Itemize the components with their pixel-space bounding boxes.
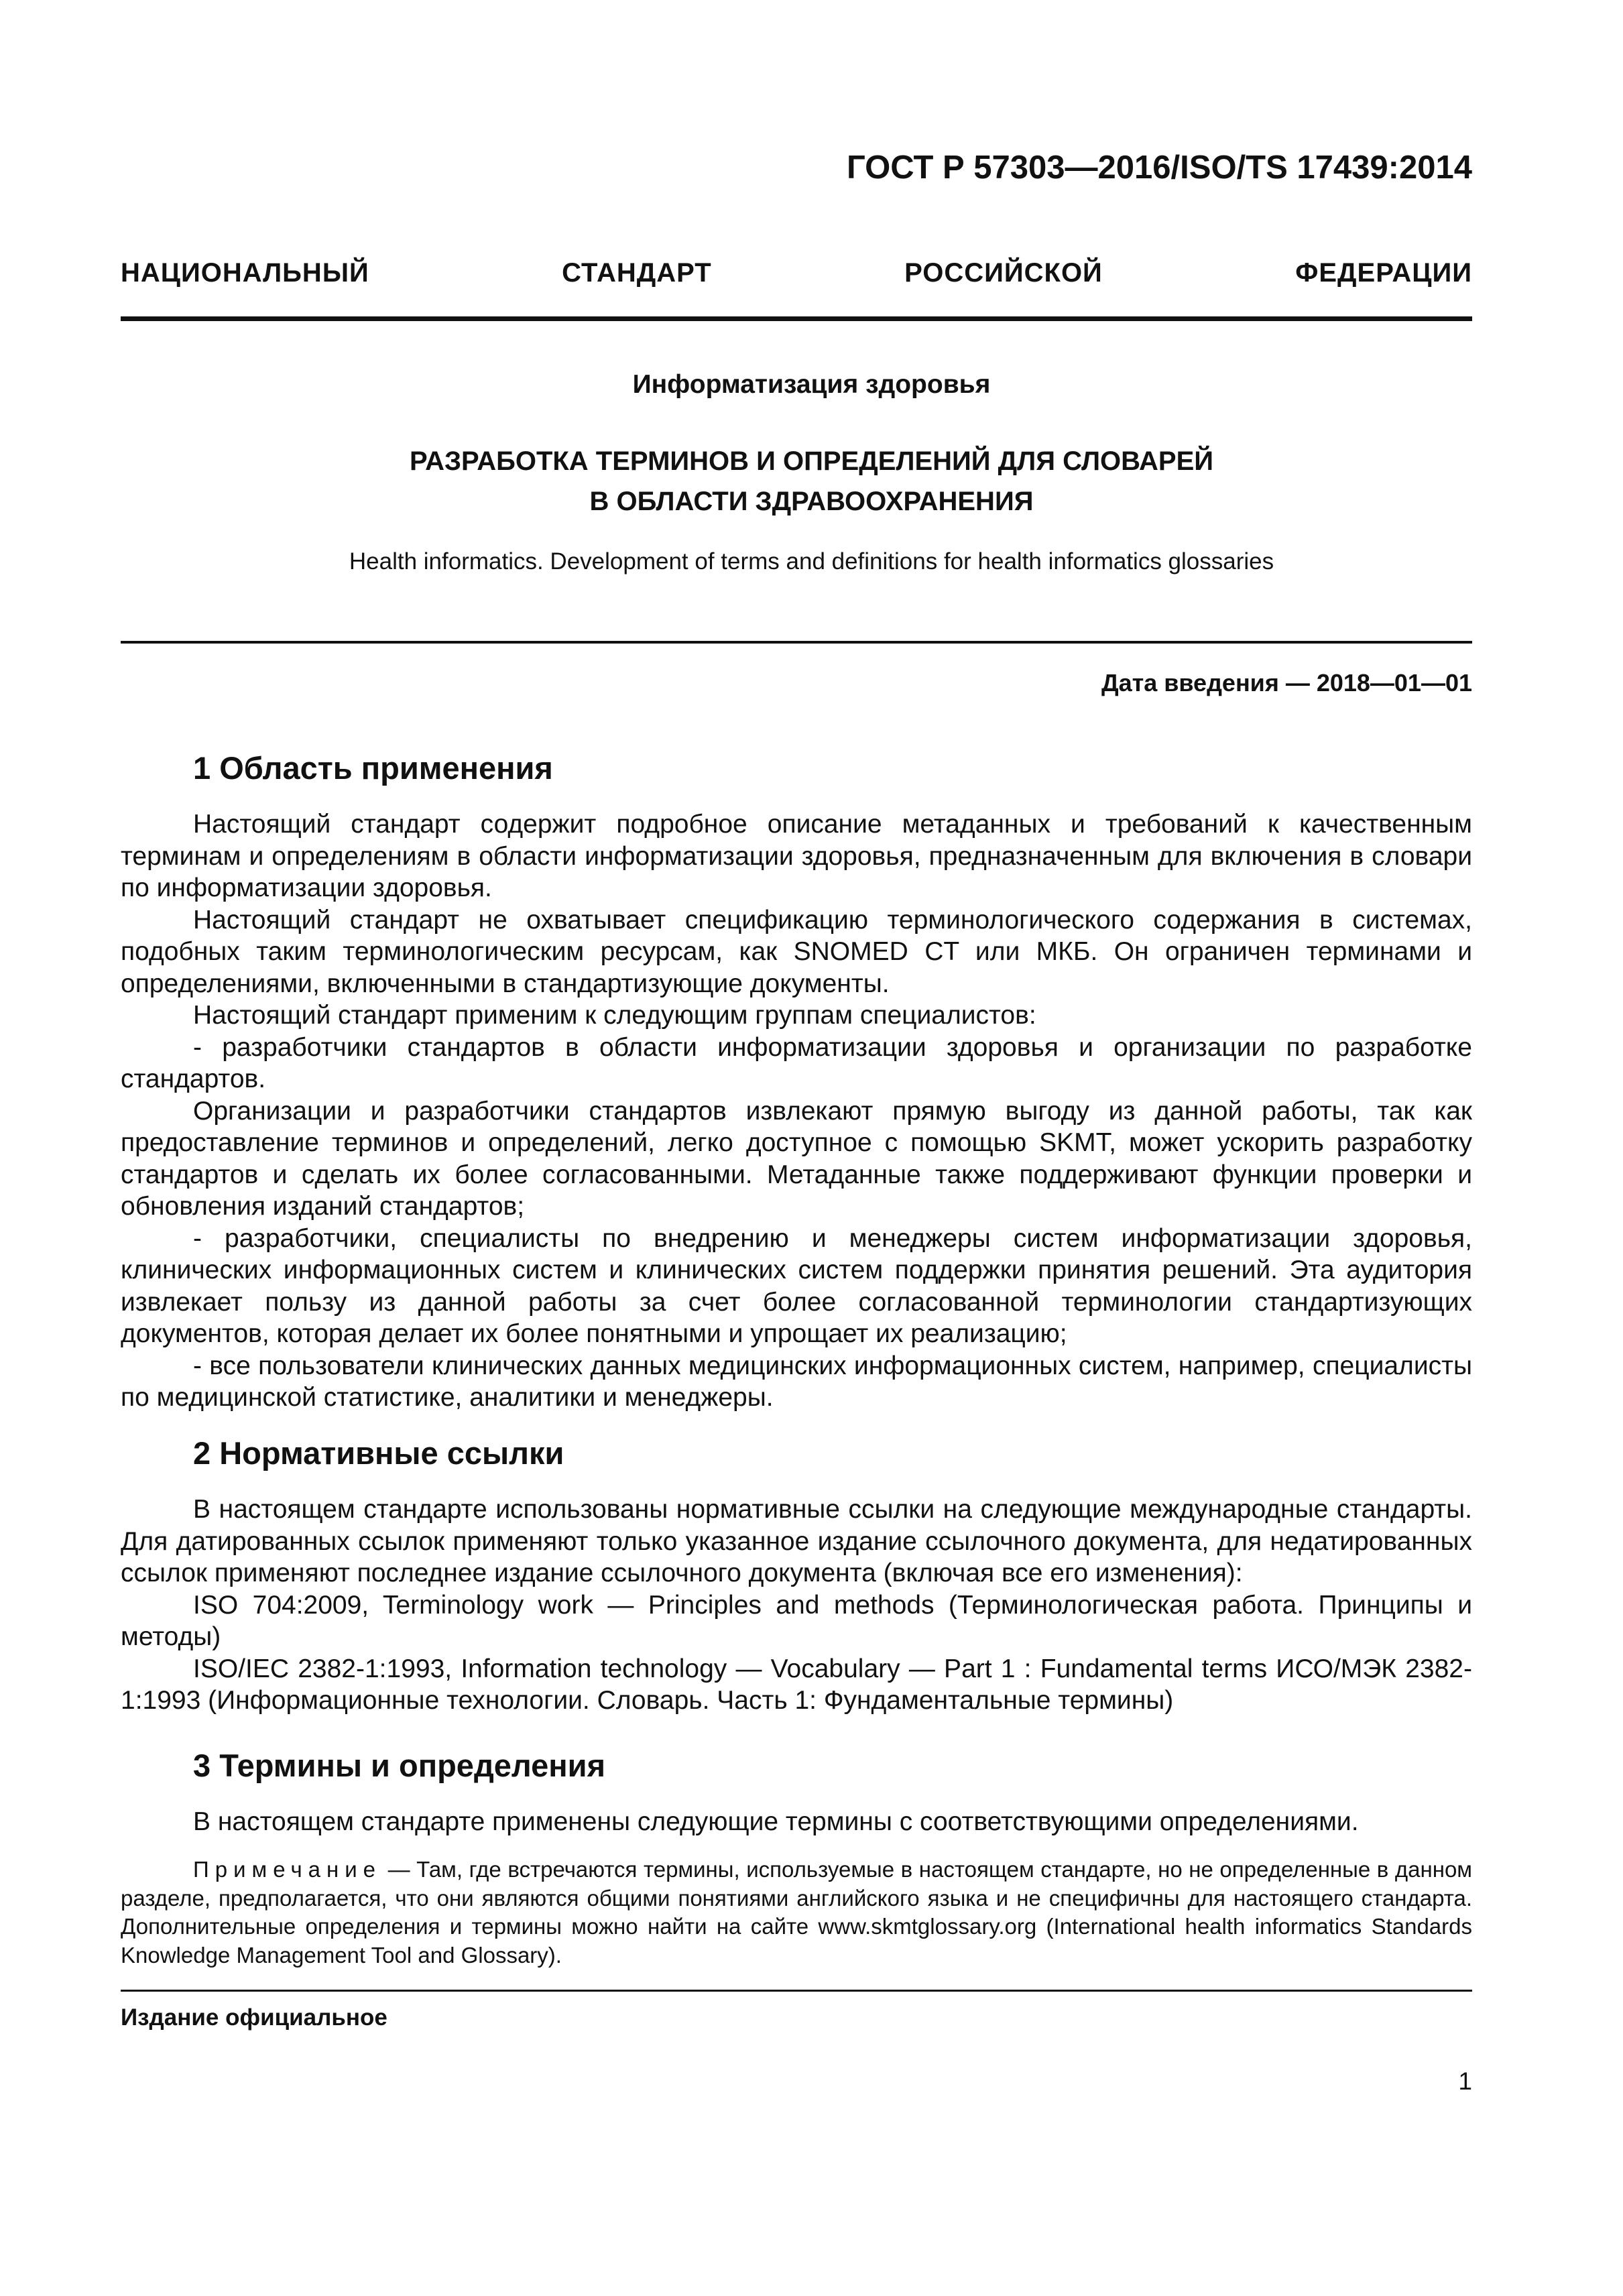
national-standard-banner: НАЦИОНАЛЬНЫЙ СТАНДАРТ РОССИЙСКОЙ ФЕДЕРАЦИИ	[121, 258, 1472, 288]
reference-item: ISO 704:2009, Terminology work — Principles and methods (Терминологическая работа. Принципы и методы)	[121, 1590, 1472, 1651]
title-rule	[121, 641, 1472, 644]
reference-item: ISO/IEC 2382-1:1993, Information technology — Vocabulary — Part 1 : Fundamental terms ИСО/МЭК 2382-1:1993 (Информационные технологии. Словарь. Часть 1: Фундаментальные термины)	[121, 1654, 1472, 1715]
section-3-heading: 3 Термины и определения	[193, 1748, 605, 1783]
header-rule	[121, 316, 1472, 321]
page-number: 1	[1458, 2067, 1472, 2095]
document-title	[0, 441, 1623, 522]
paragraph: Настоящий стандарт применим к следующим группам специалистов:	[193, 1001, 1036, 1030]
section-2-body	[121, 1494, 1472, 1717]
title-line-2: В ОБЛАСТИ ЗДРАВООХРАНЕНИЯ	[589, 487, 1034, 516]
note-block	[121, 1856, 1472, 1970]
paragraph: В настоящем стандарте использованы нормативные ссылки на следующие международные стандарты. Для датированных ссылок применяют только указанное издание ссылочного документа, для недатированных ссылок применяют последнее издание ссылочного документа (включая все его изменения):	[121, 1495, 1472, 1587]
list-item: - разработчики стандартов в области информатизации здоровья и организации по разработке стандартов.	[121, 1032, 1472, 1093]
section-2-heading: 2 Нормативные ссылки	[193, 1435, 564, 1471]
list-item: - разработчики, специалисты по внедрению и менеджеры систем информатизации здоровья, клинических информационных систем и клинических систем поддержки принятия решений. Эта аудитория извлекает пользу из данной работы за счет более согласованной терминологии стандартизующих документов, которая делает их более понятными и упрощает их реализацию;	[121, 1223, 1472, 1348]
section-3-body	[121, 1806, 1472, 1838]
english-title: Health informatics. Development of terms and definitions for health informatics glossaries	[349, 548, 1274, 575]
title-line-1: РАЗРАБОТКА ТЕРМИНОВ И ОПРЕДЕЛЕНИЙ ДЛЯ СЛОВАРЕЙ	[409, 446, 1214, 476]
paragraph: В настоящем стандарте применены следующие термины с соответствующими определениями.	[193, 1807, 1359, 1836]
list-item: - все пользователи клинических данных медицинских информационных систем, например, специалисты по медицинской статистике, аналитики и менеджеры.	[121, 1351, 1472, 1412]
document-designation: ГОСТ Р 57303—2016/ISO/TS 17439:2014	[847, 149, 1472, 186]
title-prefix: Информатизация здоровья	[632, 370, 991, 399]
paragraph: Настоящий стандарт содержит подробное описание метаданных и требований к качественным терминам и определениям в области информатизации здоровья, предназначенным для включения в словари по информатизации здоровья.	[121, 810, 1472, 902]
section-1-body	[121, 808, 1472, 1414]
note-label: Примечание	[193, 1857, 382, 1882]
paragraph: Настоящий стандарт не охватывает спецификацию терминологического содержания в системах, подобных таким терминологическим ресурсам, как SNOMED CT или МКБ. Он ограничен терминами и определениями, включенными в стандартизующие документы.	[121, 905, 1472, 998]
paragraph: Организации и разработчики стандартов извлекают прямую выгоду из данной работы, так как предоставление терминов и определений, легко доступное с помощью SKMT, может ускорить разработку стандартов и сделать их более согласованными. Метаданные также поддерживают функции проверки и обновления изданий стандартов;	[121, 1096, 1472, 1221]
section-1-heading: 1 Область применения	[193, 750, 553, 786]
introduction-date: Дата введения — 2018—01—01	[1101, 669, 1472, 697]
note-text: — Там, где встречаются термины, используемые в настоящем стандарте, но не определенные в данном разделе, предполагается, что они являются общими понятиями английского языка и не специфичны для настоящего стандарта. Дополнительные определения и термины можно найти на сайте www.skmtglossary.org (International health informatics Standards Knowledge Management Tool and Glossary).	[121, 1857, 1472, 1968]
footer-rule	[121, 1990, 1472, 1992]
official-edition-label: Издание официальное	[121, 2004, 387, 2031]
